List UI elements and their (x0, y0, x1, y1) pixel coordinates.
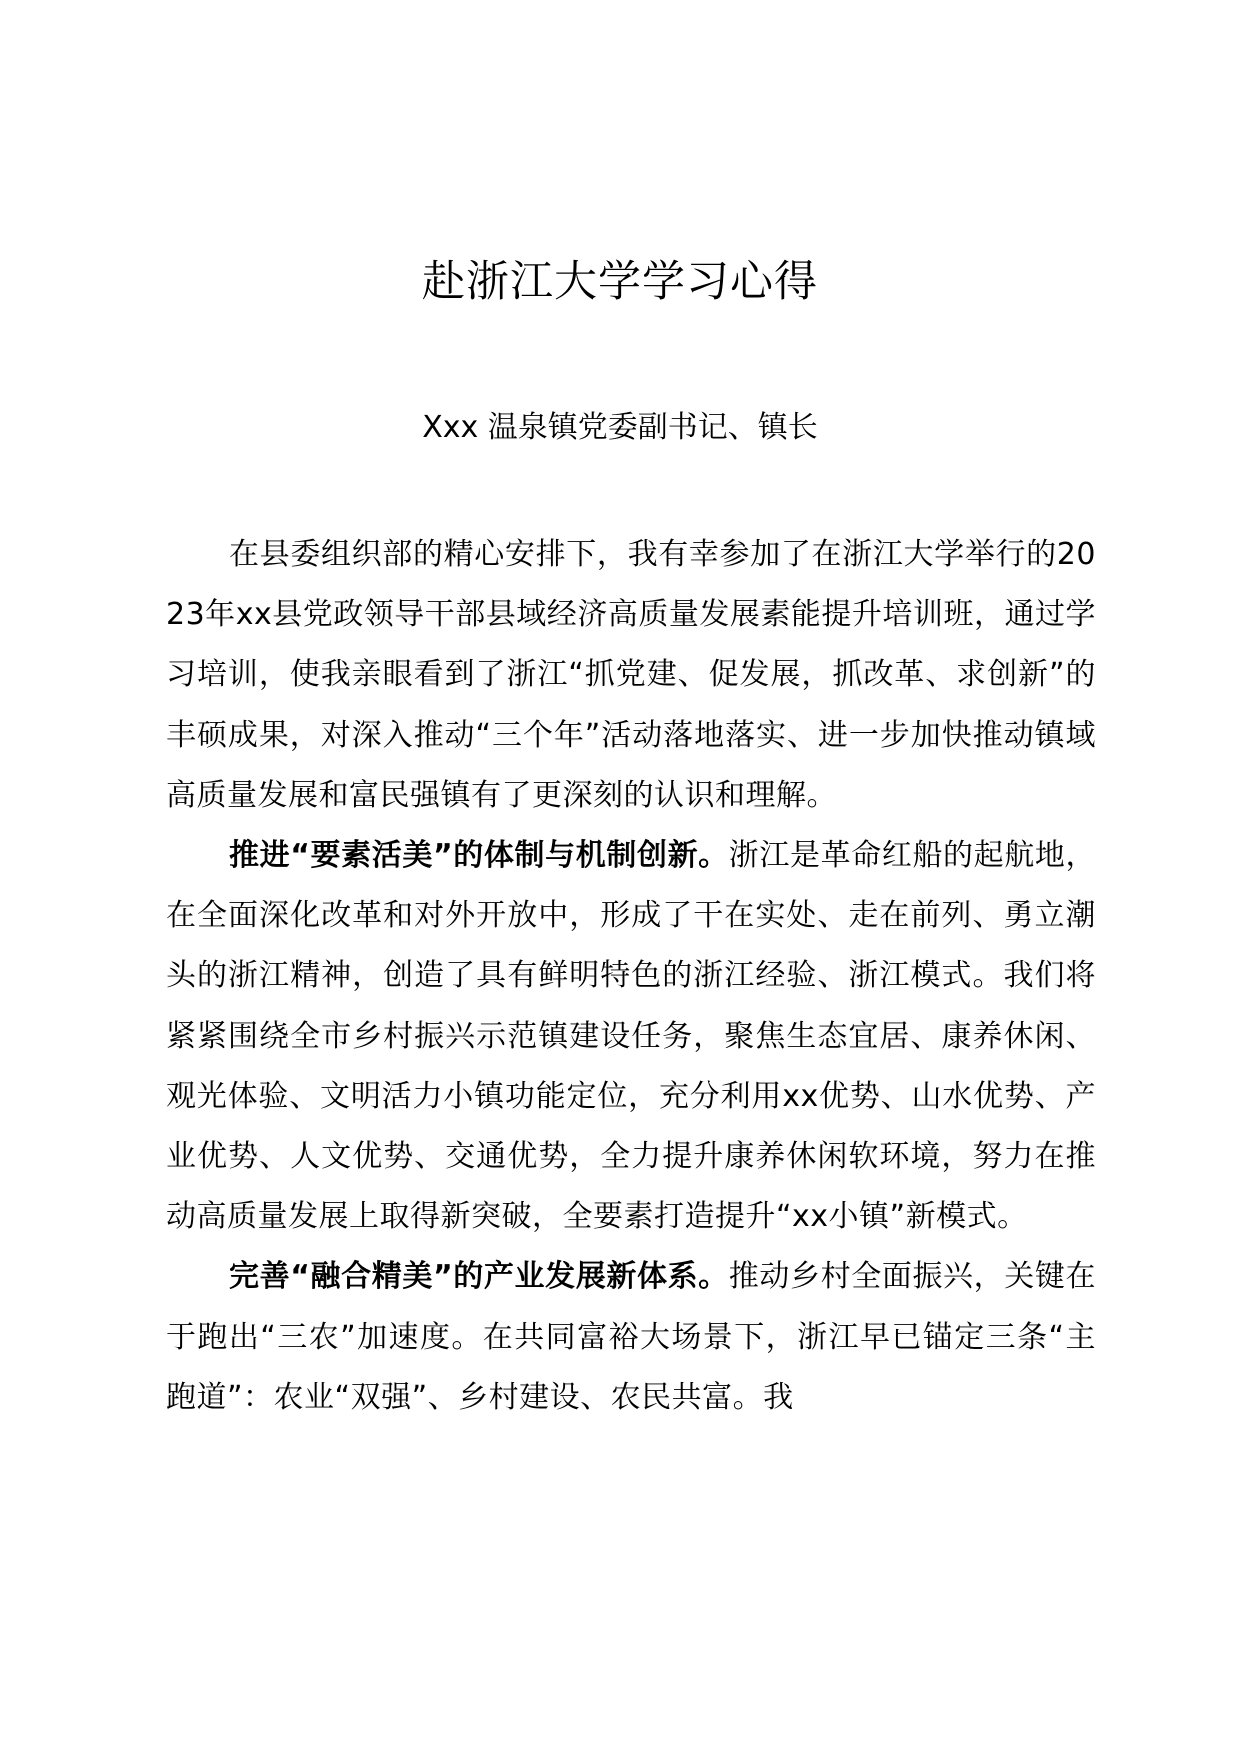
document-body (166, 525, 1096, 1428)
paragraph-text: 推动乡村全面振兴，关键在于跑出“三农”加速度。在共同富裕大场景下，浙江早已锚定三条“主跑道”：农业“双强”、乡村建设、农民共富。我 (166, 1259, 1096, 1415)
paragraph-lead: 完善“融合精美”的产业发展新体系。 (229, 1259, 729, 1295)
paragraph-lead: 推进“要素活美”的体制与机制创新。 (229, 838, 729, 874)
paragraph-text: 在县委组织部的精心安排下，我有幸参加了在浙江大学举行的2023年xx县党政领导干部县域经济高质量发展素能提升培训班，通过学习培训，使我亲眼看到了浙江“抓党建、促发展，抓改革、求创新”的丰硕成果，对深入推动“三个年”活动落地落实、进一步加快推动镇域高质量发展和富民强镇有了更深刻的认识和理解。 (166, 537, 1096, 813)
author-line: Xxx 温泉镇党委副书记、镇长 (422, 410, 818, 445)
paragraph-text: 浙江是革命红船的起航地，在全面深化改革和对外开放中，形成了干在实处、走在前列、勇立潮头的浙江精神，创造了具有鲜明特色的浙江经验、浙江模式。我们将紧紧围绕全市乡村振兴示范镇建设任务，聚焦生态宜居、康养休闲、观光体验、文明活力小镇功能定位，充分利用xx优势、山水优势、产业优势、人文优势、交通优势，全力提升康养休闲软环境，努力在推动高质量发展上取得新突破，全要素打造提升“xx小镇”新模式。 (166, 838, 1096, 1235)
document-title: 赴浙江大学学习心得 (422, 257, 818, 307)
paragraph-industry (166, 1247, 1096, 1428)
paragraph-reform (166, 826, 1096, 1247)
paragraph-intro (166, 525, 1096, 826)
